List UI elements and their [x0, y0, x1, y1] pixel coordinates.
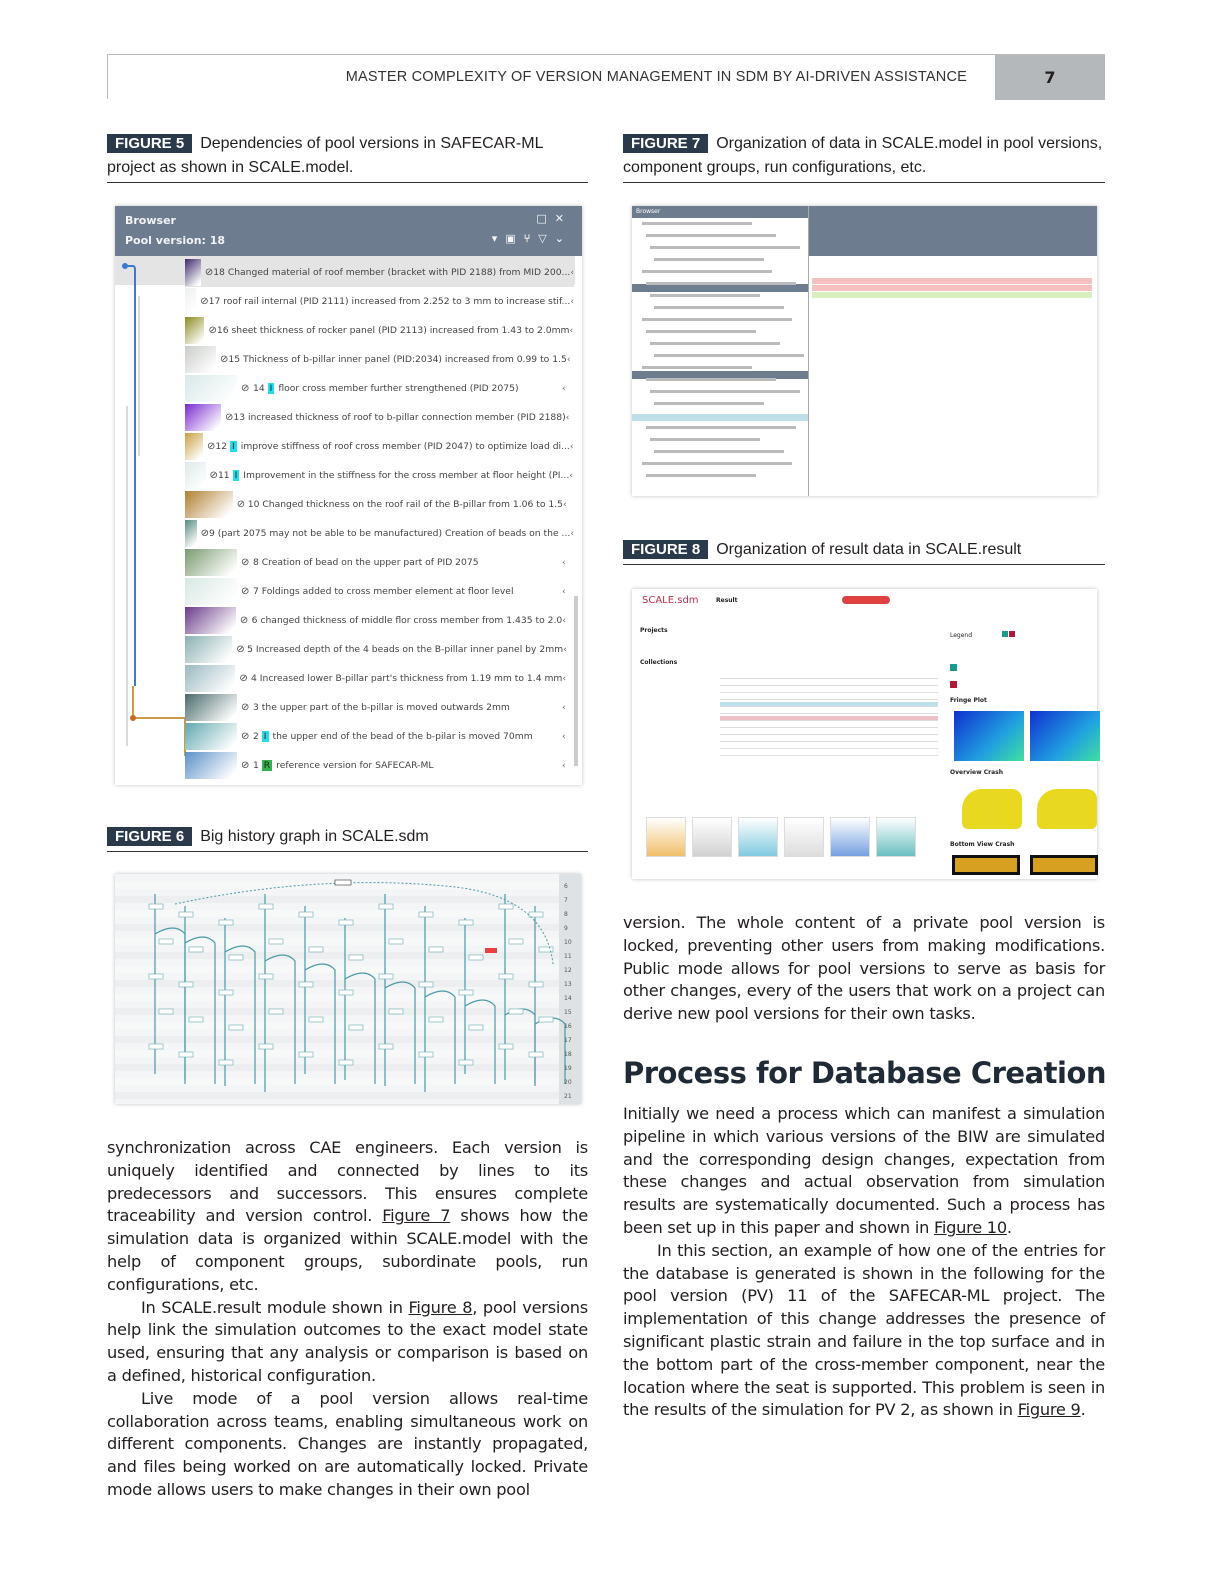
pool-version-row[interactable]	[185, 432, 574, 461]
figure-6-caption: FIGURE 6 Big history graph in SCALE.sdm	[107, 825, 588, 852]
app-logo: SCALE.sdm	[642, 595, 699, 606]
result-menu[interactable]: Result	[716, 597, 738, 604]
version-thumbnail	[185, 317, 204, 344]
version-thumbnail	[185, 404, 221, 431]
svg-text:19: 19	[564, 1065, 572, 1072]
dependency-graph	[115, 256, 195, 785]
version-description: 15 Thickness of b-pillar inner panel (PID:2034) increased from 0.99 to 1.5	[228, 354, 567, 365]
version-tag: I	[232, 441, 235, 452]
check-circle-icon: ⊘	[208, 325, 217, 336]
pool-version-row[interactable]	[185, 461, 574, 490]
figure-label: FIGURE 8	[623, 540, 708, 559]
check-circle-icon: ⊘	[200, 296, 209, 307]
pool-version-row[interactable]	[185, 287, 574, 316]
figure-label: FIGURE 7	[623, 134, 708, 153]
figure-9-link[interactable]: Figure 9	[1017, 1400, 1081, 1420]
browser-title: Browser	[632, 206, 808, 218]
chevron-left-icon[interactable]: ‹	[562, 731, 566, 742]
version-thumbnail	[185, 462, 206, 489]
pool-version-row[interactable]	[185, 403, 574, 432]
right-column-text: Initially we need a process which can manifest a simulation pipeline in which various versions of the BIW are simulated and the corresponding design changes, expectation from these changes and actual observation from simulation results are systematically documented. Such a process has been set up in this paper and shown in Figure 10. In this section, an example of how one of the entries for the database is generated is shown in the following for the pool version (PV) 11 of the SAFECAR-ML project. The implementation of this change addresses the presence of significant plastic strain and failure in the top surface and in the bottom part of the cross-member component, near the location where the seat is supported. This problem is seen in the results of the simulation for PV 2, as shown in Figure 9.	[623, 1104, 1105, 1420]
check-circle-icon: ⊘	[241, 702, 250, 713]
collections-label: Collections	[640, 659, 678, 666]
svg-text:20: 20	[564, 1079, 572, 1086]
version-description: 7 Foldings added to cross member element at floor level	[253, 586, 514, 597]
chevron-left-icon[interactable]: ‹	[566, 354, 571, 365]
pool-version-label: Pool version: 18	[125, 234, 226, 247]
right-column-text-top: version. The whole content of a private pool version is locked, preventing other users from making modifications. Public mode allows for pool versions to serve as basis for other changes, every of the users that work on a project can derive new pool versions for their own tasks.	[623, 913, 1105, 1024]
svg-text:15: 15	[564, 1009, 572, 1016]
version-thumbnail	[185, 375, 237, 402]
pool-version-row[interactable]	[185, 374, 574, 403]
svg-text:21: 21	[564, 1093, 572, 1100]
svg-text:10: 10	[564, 939, 572, 946]
version-description: 9 (part 2075 may not be able to be manufactured) Creation of beads on the ...	[208, 528, 571, 539]
figure-8-screenshot	[632, 589, 1097, 879]
version-thumbnail	[185, 433, 203, 460]
pool-version-row[interactable]	[185, 548, 574, 577]
section-heading: Process for Database Creation	[623, 1056, 1107, 1090]
version-tag: I	[263, 731, 267, 742]
version-description: 4 Increased lower B-pillar part's thickness from 1.19 mm to 1.4 mm	[251, 673, 563, 684]
chevron-left-icon[interactable]: ‹	[569, 441, 574, 452]
chevron-left-icon[interactable]: ‹	[563, 644, 567, 655]
check-circle-icon: ⊘	[241, 586, 250, 597]
version-thumbnail	[185, 723, 237, 750]
version-description: 12 I improve stiffness of roof cross member (PID 2047) to optimize load di...	[215, 441, 570, 452]
running-header	[107, 54, 1105, 99]
toolbar-icons[interactable]: ▾▣⑂▽⌄	[491, 232, 572, 245]
browser-header	[115, 206, 582, 256]
page-number: 7	[995, 55, 1105, 100]
figure-5-caption: FIGURE 5 Dependencies of pool versions in SAFECAR-ML project as shown in SCALE.model.	[107, 132, 588, 183]
version-description: 17 roof rail internal (PID 2111) increased from 2.252 to 3 mm to increase stif...	[208, 296, 571, 307]
version-thumbnail	[185, 636, 232, 663]
pool-version-row[interactable]	[185, 664, 574, 693]
svg-text:9: 9	[564, 925, 568, 932]
svg-text:14: 14	[564, 995, 572, 1002]
pool-version-row[interactable]	[185, 577, 574, 606]
pool-version-row[interactable]	[185, 693, 574, 722]
version-description: 14 I floor cross member further strengthened (PID 2075)	[253, 383, 519, 394]
check-circle-icon: ⊘	[239, 673, 248, 684]
figure-8-link[interactable]: Figure 8	[408, 1297, 473, 1317]
pool-version-row[interactable]	[185, 316, 574, 345]
version-tag: I	[269, 383, 273, 394]
figure-8-caption: FIGURE 8 Organization of result data in SCALE.result	[623, 538, 1105, 565]
pool-version-row[interactable]	[185, 751, 574, 780]
svg-text:17: 17	[564, 1037, 572, 1044]
figure-10-link[interactable]: Figure 10	[933, 1217, 1007, 1237]
figure-7-link[interactable]: Figure 7	[382, 1206, 451, 1226]
version-thumbnail	[185, 607, 236, 634]
check-circle-icon: ⊘	[236, 644, 245, 655]
figure-7-caption: FIGURE 7 Organization of data in SCALE.model in pool versions, component groups, run configurations, etc.	[623, 132, 1105, 183]
version-description: 16 sheet thickness of rocker panel (PID 2113) increased from 1.43 to 2.0mm	[216, 325, 570, 336]
svg-text:7: 7	[564, 897, 568, 904]
figure-7-screenshot	[632, 206, 1097, 496]
check-circle-icon: ⊘	[241, 383, 250, 394]
version-thumbnail	[185, 288, 196, 315]
version-description: 2 I the upper end of the bead of the b-pilar is moved 70mm	[253, 731, 533, 742]
version-description: 1 R reference version for SAFECAR-ML	[253, 760, 434, 771]
check-circle-icon: ⊘	[236, 499, 246, 510]
check-circle-icon: ⊘	[241, 760, 250, 771]
chevron-left-icon[interactable]: ‹	[565, 412, 570, 423]
chevron-left-icon[interactable]: ‹	[562, 383, 566, 394]
version-description: 5 Increased depth of the 4 beads on the B-pillar inner panel by 2mm	[247, 644, 564, 655]
chevron-left-icon[interactable]: ‹	[562, 760, 566, 771]
check-circle-icon: ⊘	[200, 528, 209, 539]
check-circle-icon: ⊘	[239, 615, 249, 626]
version-description: 8 Creation of bead on the upper part of PID 2075	[253, 557, 479, 568]
version-thumbnail	[185, 520, 197, 547]
svg-text:8: 8	[564, 911, 568, 918]
check-circle-icon: ⊘	[207, 441, 216, 452]
version-description: 10 Changed thickness on the roof rail of the B-pillar from 1.06 to 1.5	[247, 499, 563, 510]
svg-text:11: 11	[564, 953, 572, 960]
version-thumbnail	[185, 752, 237, 779]
svg-text:13: 13	[564, 981, 572, 988]
chevron-left-icon[interactable]: ‹	[562, 615, 566, 626]
check-circle-icon: ⊘	[241, 731, 250, 742]
version-description: 13 increased thickness of roof to b-pillar connection member (PID 2188)	[233, 412, 566, 423]
chevron-left-icon[interactable]: ‹	[563, 499, 567, 510]
scrollbar[interactable]	[574, 596, 578, 766]
version-tag: R	[263, 760, 271, 771]
version-thumbnail	[185, 694, 237, 721]
figure-label: FIGURE 6	[107, 827, 192, 846]
check-circle-icon: ⊘	[224, 412, 234, 423]
svg-text:16: 16	[564, 1023, 572, 1030]
projects-label: Projects	[640, 627, 668, 634]
chevron-left-icon[interactable]: ‹	[570, 267, 574, 278]
version-thumbnail	[185, 259, 201, 286]
pool-version-row[interactable]	[185, 519, 574, 548]
pool-version-row[interactable]	[185, 258, 574, 287]
version-thumbnail	[185, 491, 233, 518]
check-circle-icon: ⊘	[209, 470, 218, 481]
figure-6-history-graph	[115, 874, 581, 1104]
chevron-left-icon[interactable]: ‹	[562, 586, 566, 597]
pool-version-row[interactable]	[185, 635, 574, 664]
version-thumbnail	[185, 346, 216, 373]
overview-crash-title: Overview Crash	[950, 769, 1003, 776]
version-thumbnail	[185, 549, 237, 576]
version-description: 11 I Improvement in the stiffness for the cross member at floor height (PI...	[217, 470, 570, 481]
fringe-plot-title: Fringe Plot	[950, 697, 987, 704]
version-thumbnail	[185, 665, 235, 692]
svg-text:18: 18	[564, 1051, 572, 1058]
pool-version-row[interactable]	[185, 345, 574, 374]
svg-text:12: 12	[564, 967, 572, 974]
bottom-view-title: Bottom View Crash	[950, 841, 1015, 848]
chevron-left-icon[interactable]: ‹	[562, 557, 566, 568]
pool-version-row[interactable]	[185, 606, 574, 635]
left-column-text: synchronization across CAE engineers. Each version is uniquely identified and connected by lines to its predecessors and successors. This ensures complete traceability and version control. Figure 7 shows how the simulation data is organized within SCALE.model with the help of component groups, subordinate pools, run configurations, etc. In SCALE.result module shown in Figure 8, pool versions help link the simulation outcomes to the exact model state used, ensuring that any analysis or comparison is based on a defined, historical configuration. Live mode of a pool version allows real-time collaboration across teams, enabling simultaneous work on different components. Changes are instantly propagated, and files being worked on are automatically locked. Private mode allows users to make changes in their own pool	[107, 1138, 588, 1499]
header-title: MASTER COMPLEXITY OF VERSION MANAGEMENT IN SDM BY AI-DRIVEN ASSISTANCE	[345, 69, 967, 85]
chevron-left-icon[interactable]: ‹	[569, 325, 574, 336]
chevron-left-icon[interactable]: ‹	[562, 702, 566, 713]
version-description: 18 Changed material of roof member (bracket with PID 2188) from MID 200...	[213, 267, 571, 278]
chevron-left-icon[interactable]: ‹	[569, 470, 573, 481]
legend-label: Legend	[950, 632, 973, 639]
svg-text:6: 6	[564, 883, 568, 890]
window-controls-icon[interactable]: □✕	[536, 212, 572, 225]
pool-version-row[interactable]	[185, 490, 574, 519]
version-thumbnail	[185, 578, 237, 605]
pool-version-row[interactable]	[185, 722, 574, 751]
check-circle-icon: ⊘	[241, 557, 250, 568]
version-description: 6 changed thickness of middle flor cross member from 1.435 to 2.0	[251, 615, 563, 626]
check-circle-icon: ⊘	[220, 354, 229, 365]
version-description: 3 the upper part of the b-pillar is moved outwards 2mm	[253, 702, 510, 713]
figure-5-browser	[115, 206, 582, 785]
chevron-left-icon[interactable]: ‹	[562, 673, 567, 684]
chevron-left-icon[interactable]: ‹	[570, 528, 574, 539]
figure-label: FIGURE 5	[107, 134, 192, 153]
browser-title: Browser	[125, 214, 176, 227]
chevron-left-icon[interactable]: ‹	[570, 296, 574, 307]
version-tag: I	[234, 470, 238, 481]
history-graph	[115, 874, 581, 1104]
check-circle-icon: ⊘	[204, 267, 214, 278]
